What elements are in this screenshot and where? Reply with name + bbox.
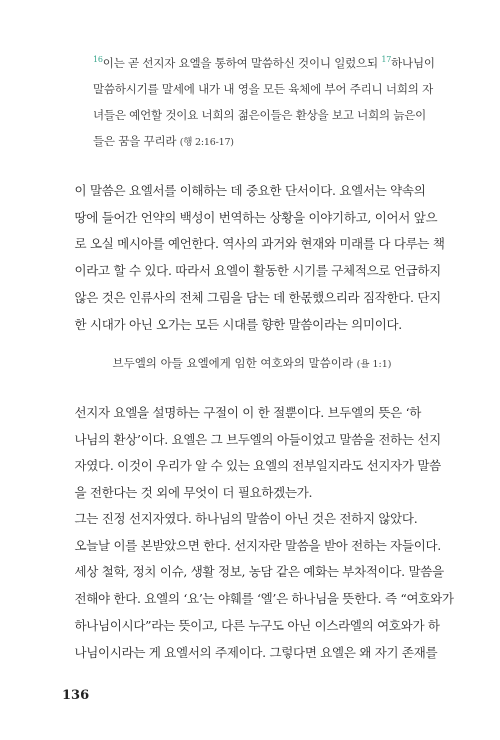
quote-reference: (욜 1:1) [356,359,392,370]
body-paragraph-1: 이 말씀은 요엘서를 이해하는 데 중요한 단서이다. 요엘서는 약속의 땅에 들어간 언약의 백성이 번역하는 상황을 이야기하고, 이어서 앞으 로 오실 메시아를 예언한다. 역사의 과거와 현재와 미래를 다 다루는 책 이라고 할 수 있다. 따라서 요엘이 활동한 시기를 구체적으로 언급하지 않은 것은 인류사의 전체 그림을 담는 데 한몫했으리라 짐작한다. 단지 한 시대가 아닌 오가는 모든 시대를 향한 말씀이라는 의미이다. [74,183,445,332]
scripture-quote-acts [93,50,445,156]
quote-line-4: 들은 꿈을 꾸리라 (행 2:16-17) [93,134,234,148]
scripture-quote-joel: 브두엘의 아들 요엘에게 임한 여호와의 말씀이라 (욜 1:1) [112,356,392,370]
page-number: 136 [62,688,90,703]
quote-line-1: $^{16}$이는 곧 선지자 요엘을 통하여 말씀하신 것이니 일렀으되 $^{17}$하나님이 [93,55,435,70]
body-paragraph-3: 그는 진정 선지자였다. 하나님의 말씀이 아닌 것은 전하지 않았다. 오늘날 이를 본받았으면 한다. 선지자란 말씀을 받아 전하는 자들이다. 세상 철학, 정치 이슈, 생활 정보, 농담 같은 예화는 부차적이다. 말씀을 전해야 한다. 요엘의 ‘요’는 야훼를 ‘엘’은 하나님을 뜻한다. 즉 “여호와가 하나님이시다”라는 뜻이고, 다른 누구도 아닌 이스라엘의 여호와가 하 나님이시라는 게 요엘서의 주제이다. 그렇다면 요엘은 왜 자기 존재를 [74,511,454,660]
body-paragraph-2: 선지자 요엘을 설명하는 구절이 이 한 절뿐이다. 브두엘의 뜻은 ‘하 나님의 환상’이다. 요엘은 그 브두엘의 아들이었고 말씀을 전하는 선지 자였다. 이것이 우리가 알 수 있는 요엘의 전부일지라도 선지자가 말씀 을 전한다는 것 외에 무엇이 더 필요하겠는가. [74,405,441,501]
verse-number-16: 16 [93,55,103,65]
quote-reference: (행 2:16-17) [179,137,234,148]
verse-number-17: 17 [381,55,392,65]
quote-line-3: 녀들은 예언할 것이요 너희의 젊은이들은 환상을 보고 너희의 늙은이 [93,108,427,122]
quote-line-2: 말씀하시기를 말세에 내가 내 영을 모든 육체에 부어 주리니 너희의 자 [93,82,434,96]
